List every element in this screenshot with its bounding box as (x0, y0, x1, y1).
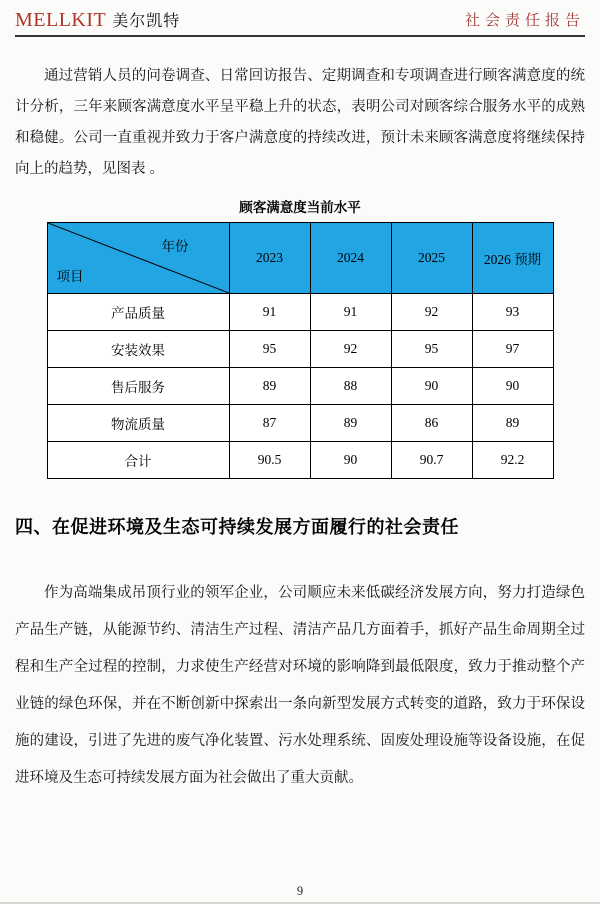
cell-value: 92.2 (472, 442, 553, 479)
cell-value: 95 (229, 331, 310, 368)
row-label: 安装效果 (47, 331, 229, 368)
page-number: 9 (296, 884, 304, 898)
cell-value: 92 (391, 294, 472, 331)
company-logo (15, 8, 180, 32)
report-title: 社会责任报告 (464, 13, 585, 29)
paragraph-customer-satisfaction: 通过营销人员的问卷调查、日常回访报告、定期调查和专项调查进行顾客满意度的统计分析，三年来顾客满意度水平呈平稳上升的状态，表明公司对顾客综合服务水平的成熟和稳健。公司一直重视并致力于客户满意度的持续改进，预计未来顾客满意度将继续保持向上的趋势，见图表 。 (15, 68, 585, 177)
logo-latin-text: MELLKIT (15, 9, 107, 31)
cell-value: 92 (310, 331, 391, 368)
table-row (47, 405, 553, 442)
column-header-2025: 2025 (391, 223, 472, 294)
corner-label-year: 年份 (161, 239, 189, 254)
satisfaction-table (47, 222, 554, 479)
table-title: 顾客满意度当前水平 (239, 200, 361, 215)
cell-value: 91 (229, 294, 310, 331)
table-row (47, 368, 553, 405)
cell-value: 91 (310, 294, 391, 331)
paragraph-environment: 作为高端集成吊顶行业的领军企业，公司顺应未来低碳经济发展方向，努力打造绿色产品生产链，从能源节约、清洁生产过程、清洁产品几方面着手，抓好产品生命周期全过程和生产全过程的控制，力求使生产经营对环境的影响降到最低限度，致力于推动整个产业链的绿色环保，并在不断创新中探索出一条向新型发展方式转变的道路，致力于环保设施的建设，引进了先进的废气净化装置、污水处理系统、固废处理设施等设备设施，在促进环境及生态可持续发展方面为社会做出了重大贡献。 (15, 585, 585, 786)
cell-value: 93 (472, 294, 553, 331)
cell-value: 90.5 (229, 442, 310, 479)
logo-cjk-text: 美尔凯特 (112, 13, 181, 30)
corner-label-item: 项目 (56, 269, 84, 284)
cell-value: 90.7 (391, 442, 472, 479)
cell-value: 88 (310, 368, 391, 405)
table-body (47, 294, 553, 479)
cell-value: 95 (391, 331, 472, 368)
table-row (47, 442, 553, 479)
table-row (47, 294, 553, 331)
row-label: 物流质量 (47, 405, 229, 442)
cell-value: 89 (229, 368, 310, 405)
page-header (15, 0, 585, 37)
cell-value: 86 (391, 405, 472, 442)
cell-value: 87 (229, 405, 310, 442)
column-header-2026: 2026 预期 (472, 223, 553, 294)
cell-value: 90 (472, 368, 553, 405)
row-label: 售后服务 (47, 368, 229, 405)
row-label: 合计 (47, 442, 229, 479)
cell-value: 89 (310, 405, 391, 442)
table-row (47, 331, 553, 368)
column-header-2023: 2023 (229, 223, 310, 294)
cell-value: 90 (310, 442, 391, 479)
section-heading: 四、在促进环境及生态可持续发展方面履行的社会责任 (15, 517, 459, 537)
cell-value: 90 (391, 368, 472, 405)
page-footer (0, 884, 600, 899)
cell-value: 97 (472, 331, 553, 368)
row-label: 产品质量 (47, 294, 229, 331)
column-header-2024: 2024 (310, 223, 391, 294)
table-header-row (47, 223, 553, 294)
cell-value: 89 (472, 405, 553, 442)
table-corner-cell (47, 223, 229, 294)
